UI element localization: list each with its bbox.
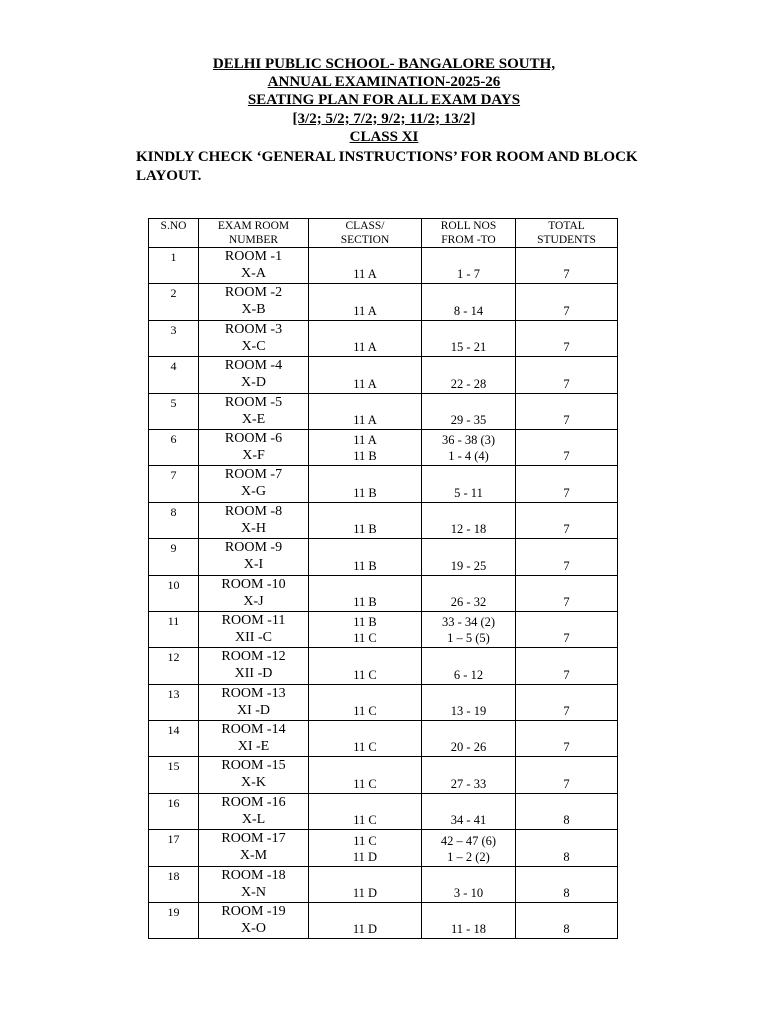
class-section: 11 C [353,776,377,791]
room-code: XII -C [235,629,272,645]
room-number: ROOM -19 [221,904,286,920]
total-students-cell [516,793,618,829]
room-cell [199,793,309,829]
class-section-cell [309,575,422,611]
roll-range: 34 - 41 [450,813,487,828]
room-number: ROOM -14 [221,722,286,738]
serial-number: 3 [170,322,177,337]
total-students-cell [516,466,618,502]
total-students: 8 [563,886,570,901]
table-row [149,429,618,465]
total-students: 7 [563,449,570,464]
roll-numbers-cell [422,357,516,393]
class-section-cell [309,721,422,757]
roll-numbers-cell [422,611,516,647]
serial-number: 4 [170,359,177,374]
total-students-cell [516,575,618,611]
room-number: ROOM -7 [224,467,283,483]
class-section-cell [309,357,422,393]
class-section: 11 A [353,267,377,282]
class-section: 11 A [353,376,377,391]
sno-cell [149,866,199,902]
roll-numbers-cell [422,429,516,465]
room-cell [199,357,309,393]
total-students: 7 [563,340,570,355]
table-row [149,611,618,647]
serial-number: 2 [170,286,177,301]
class-section: 11 A [353,412,377,427]
room-cell [199,393,309,429]
table-header-row [149,219,618,248]
exam-dates: [3/2; 5/2; 7/2; 9/2; 11/2; 13/2] [292,110,476,127]
room-number: ROOM -1 [224,249,283,264]
sno-cell [149,284,199,320]
room-code: X-D [241,375,266,391]
header-line: FROM -TO [441,234,496,246]
class-section-cell [309,466,422,502]
total-students-cell [516,684,618,720]
serial-number: 19 [167,905,180,920]
roll-numbers-cell [422,648,516,684]
total-students-cell [516,539,618,575]
room-cell [199,539,309,575]
room-cell [199,611,309,647]
roll-numbers-cell [422,903,516,939]
document-heading [0,55,768,146]
roll-range: 42 – 47 (6) [440,833,497,848]
roll-numbers-cell [422,757,516,793]
header-exam-room [199,219,309,248]
roll-numbers-cell [422,793,516,829]
room-number: ROOM -16 [221,794,286,810]
room-number: ROOM -5 [224,394,283,410]
table-row [149,830,618,866]
total-students: 7 [563,594,570,609]
total-students: 7 [563,704,570,719]
header-line: STUDENTS [537,234,596,246]
sno-cell [149,757,199,793]
class-section: 11 D [352,849,378,864]
roll-range: 13 - 19 [450,704,487,719]
header-line: SECTION [340,234,390,246]
sno-cell [149,429,199,465]
class-section-cell [309,320,422,356]
serial-number: 15 [167,759,180,774]
serial-number: 13 [167,686,180,701]
header-roll-nos [422,219,516,248]
class-section-cell [309,611,422,647]
roll-range: 36 - 38 (3) [441,433,496,448]
class-section: 11 C [353,833,377,848]
table-body [149,248,618,939]
class-section: 11 B [353,594,377,609]
sno-cell [149,575,199,611]
room-number: ROOM -4 [224,358,283,374]
room-code: X-M [239,848,268,864]
sno-cell [149,648,199,684]
header-line: EXAM ROOM [217,220,290,232]
roll-numbers-cell [422,866,516,902]
room-code: X-J [243,593,264,609]
serial-number: 12 [167,650,180,665]
serial-number: 10 [167,577,180,592]
table-row [149,757,618,793]
sno-cell [149,502,199,538]
table-row [149,539,618,575]
roll-range: 26 - 32 [450,594,487,609]
class-section: 11 B [353,558,377,573]
total-students: 7 [563,267,570,282]
sno-cell [149,320,199,356]
roll-range: 11 - 18 [451,922,486,937]
class-section-cell [309,248,422,284]
roll-range: 6 - 12 [453,667,484,682]
table-row [149,721,618,757]
room-cell [199,684,309,720]
roll-numbers-cell [422,320,516,356]
header-class-section [309,219,422,248]
room-code: X-C [241,338,266,354]
sno-cell [149,830,199,866]
room-code: XI -D [236,702,271,718]
class-section: 11 A [353,340,377,355]
roll-range: 8 - 14 [453,303,484,318]
roll-numbers-cell [422,248,516,284]
class-section: 11 C [353,667,377,682]
sno-cell [149,466,199,502]
room-code: X-G [241,484,266,500]
sno-cell [149,357,199,393]
table-row [149,357,618,393]
sno-cell [149,248,199,284]
total-students-cell [516,830,618,866]
room-code: X-B [241,302,266,318]
class-section-cell [309,429,422,465]
room-cell [199,248,309,284]
roll-range: 1 - 4 (4) [448,449,489,464]
header-total-students [516,219,618,248]
sno-cell [149,393,199,429]
total-students: 7 [563,558,570,573]
room-cell [199,866,309,902]
roll-range: 27 - 33 [450,776,487,791]
room-cell [199,284,309,320]
room-cell [199,429,309,465]
total-students: 7 [563,485,570,500]
room-cell [199,320,309,356]
table-row [149,393,618,429]
class-section: 11 C [353,740,377,755]
sno-cell [149,793,199,829]
roll-numbers-cell [422,830,516,866]
room-cell [199,721,309,757]
total-students-cell [516,320,618,356]
room-cell [199,575,309,611]
room-code: X-N [241,884,266,900]
serial-number: 16 [167,795,180,810]
class-section-cell [309,284,422,320]
table-row [149,502,618,538]
room-number: ROOM -2 [224,285,283,301]
serial-number: 1 [170,250,177,264]
roll-range: 19 - 25 [450,558,487,573]
roll-range: 20 - 26 [450,740,487,755]
serial-number: 5 [170,395,177,410]
room-number: ROOM -3 [224,321,283,337]
school-name: DELHI PUBLIC SCHOOL- BANGALORE SOUTH, [212,56,556,72]
total-students-cell [516,648,618,684]
class-section-cell [309,903,422,939]
room-code: X-K [241,775,266,791]
room-cell [199,830,309,866]
header-line: S.NO [160,220,187,232]
roll-numbers-cell [422,539,516,575]
total-students: 8 [563,849,570,864]
room-code: X-A [241,266,266,281]
room-cell [199,502,309,538]
room-number: ROOM -10 [221,576,286,592]
class-section-cell [309,866,422,902]
header-line: NUMBER [228,234,279,246]
total-students: 8 [563,922,570,937]
room-code: X-L [241,811,266,827]
class-section-cell [309,502,422,538]
class-section-cell [309,648,422,684]
serial-number: 18 [167,868,180,883]
roll-range: 33 - 34 (2) [441,615,496,630]
room-code: XII -D [234,666,273,682]
total-students: 7 [563,776,570,791]
roll-range: 29 - 35 [450,412,487,427]
serial-number: 7 [170,468,177,483]
total-students: 7 [563,631,570,646]
room-number: ROOM -15 [221,758,286,774]
total-students-cell [516,393,618,429]
total-students-cell [516,248,618,284]
room-code: XI -E [237,739,270,755]
serial-number: 11 [167,613,180,628]
header-sno [149,219,199,248]
roll-numbers-cell [422,393,516,429]
class-section-cell [309,539,422,575]
roll-range: 1 – 5 (5) [447,631,490,646]
total-students: 7 [563,376,570,391]
roll-range: 1 - 7 [457,267,480,282]
table-row [149,248,618,284]
roll-numbers-cell [422,466,516,502]
room-code: X-I [243,557,264,573]
total-students-cell [516,611,618,647]
table-row [149,903,618,939]
roll-range: 15 - 21 [450,340,487,355]
total-students-cell [516,357,618,393]
total-students: 7 [563,303,570,318]
room-number: ROOM -6 [224,430,283,446]
roll-numbers-cell [422,502,516,538]
room-cell [199,757,309,793]
roll-range: 1 – 2 (2) [447,849,490,864]
class-section: 11 D [352,886,378,901]
seating-plan-table [148,218,618,939]
class-section: 11 C [353,813,377,828]
plan-title: SEATING PLAN FOR ALL EXAM DAYS [247,92,521,109]
room-number: ROOM -18 [221,867,286,883]
header-line: CLASS/ [345,220,385,232]
serial-number: 17 [167,832,180,847]
roll-numbers-cell [422,575,516,611]
sno-cell [149,903,199,939]
total-students: 7 [563,522,570,537]
roll-range: 12 - 18 [450,522,487,537]
total-students-cell [516,721,618,757]
table-row [149,575,618,611]
sno-cell [149,721,199,757]
total-students-cell [516,429,618,465]
class-section-cell [309,393,422,429]
roll-range: 5 - 11 [454,485,483,500]
table-row [149,684,618,720]
room-number: ROOM -12 [221,649,286,665]
roll-range: 3 - 10 [453,886,484,901]
room-code: X-O [241,921,266,937]
class-section: 11 C [353,631,377,646]
table-row [149,648,618,684]
roll-numbers-cell [422,284,516,320]
exam-title: ANNUAL EXAMINATION-2025-26 [267,74,501,91]
total-students: 7 [563,412,570,427]
room-code: X-E [241,411,266,427]
serial-number: 9 [170,541,177,556]
room-cell [199,466,309,502]
serial-number: 8 [170,504,177,519]
class-section-cell [309,793,422,829]
class-section: 11 B [353,522,377,537]
roll-numbers-cell [422,721,516,757]
sno-cell [149,684,199,720]
class-section: 11 B [353,449,377,464]
sno-cell [149,539,199,575]
total-students: 8 [563,813,570,828]
total-students-cell [516,284,618,320]
total-students-cell [516,903,618,939]
sno-cell [149,611,199,647]
table-row [149,466,618,502]
roll-range: 22 - 28 [450,376,487,391]
room-cell [199,648,309,684]
table-row [149,793,618,829]
serial-number: 6 [170,431,177,446]
total-students-cell [516,757,618,793]
table-row [149,320,618,356]
total-students-cell [516,866,618,902]
class-section: 11 B [353,485,377,500]
instruction-text: KINDLY CHECK ‘GENERAL INSTRUCTIONS’ FOR ROOM AND BLOCK LAYOUT. [136,149,638,184]
class-section-cell [309,684,422,720]
class-section-cell [309,757,422,793]
room-number: ROOM -17 [221,831,286,847]
class-section: 11 A [353,433,377,448]
class-section-cell [309,830,422,866]
total-students: 7 [563,667,570,682]
header-line: ROLL NOS [440,220,497,232]
room-number: ROOM -8 [224,503,283,519]
class-section: 11 A [353,303,377,318]
class-section: 11 C [353,704,377,719]
roll-numbers-cell [422,684,516,720]
room-cell [199,903,309,939]
room-code: X-H [241,520,266,536]
room-code: X-F [242,447,265,463]
serial-number: 14 [167,723,180,738]
class-title: CLASS XI [349,128,419,145]
total-students: 7 [563,740,570,755]
room-number: ROOM -9 [224,540,283,556]
room-number: ROOM -11 [221,612,286,628]
class-section: 11 B [353,615,377,630]
class-section: 11 D [352,922,378,937]
room-number: ROOM -13 [221,685,286,701]
table-row [149,284,618,320]
header-line: TOTAL [548,220,585,232]
table-row [149,866,618,902]
total-students-cell [516,502,618,538]
